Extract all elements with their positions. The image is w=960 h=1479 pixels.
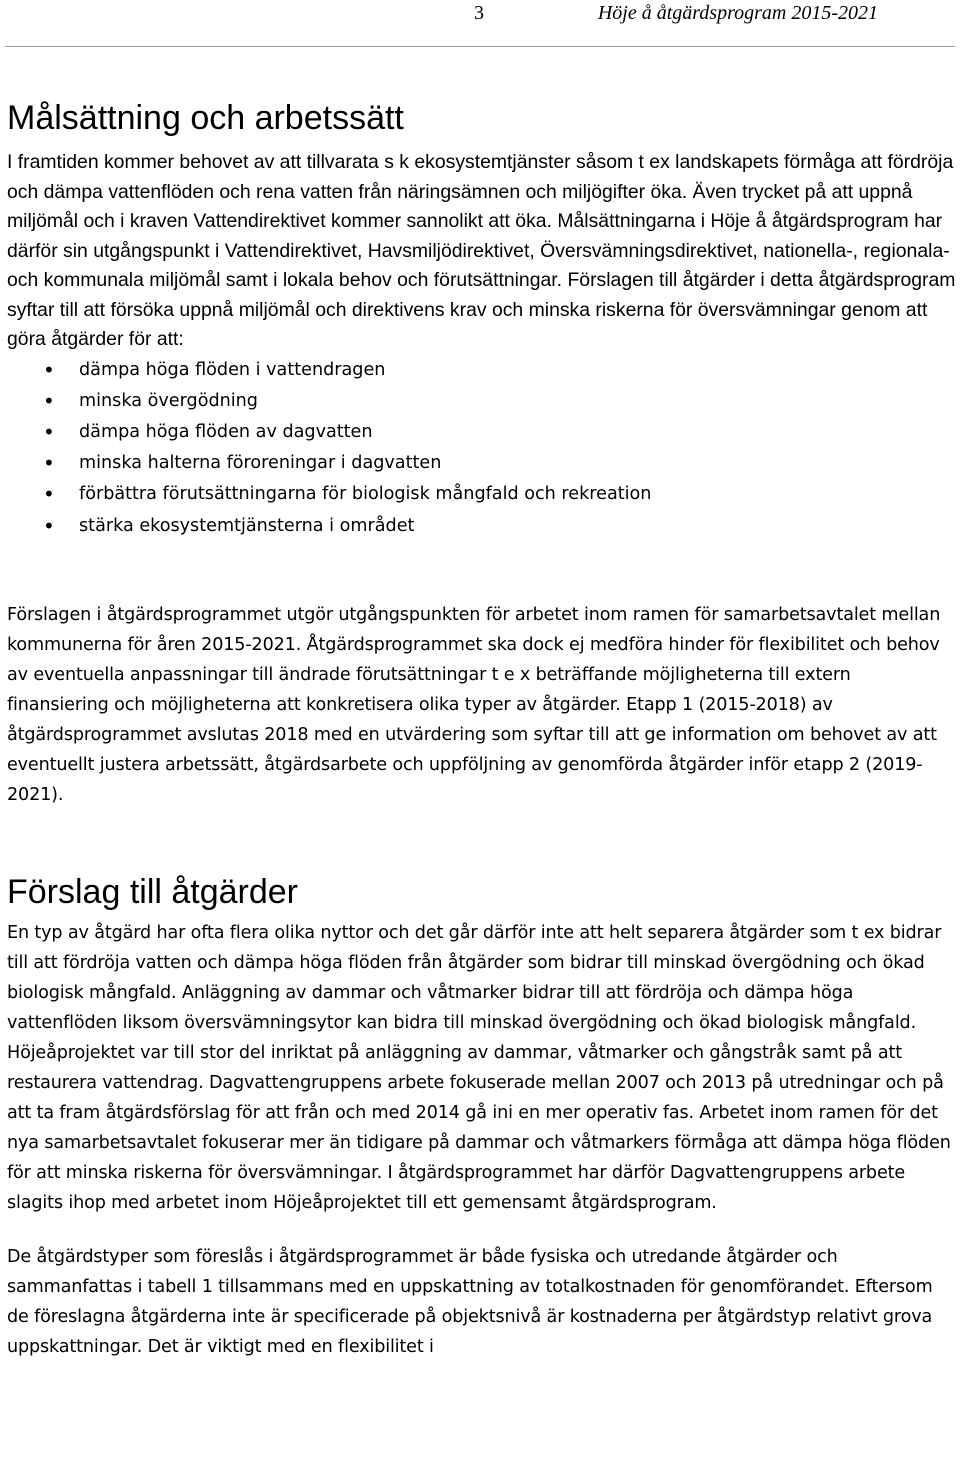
list-item: • dämpa höga flöden av dagvatten [7, 417, 957, 448]
page-number: 3 [474, 2, 484, 24]
section-title-forslag: Förslag till åtgärder [7, 872, 299, 911]
list-item: • minska övergödning [7, 386, 957, 417]
measure-types-paragraph: De åtgärdstyper som föreslås i åtgärdsprogrammet är både fysiska och utredande åtgärder och sammanfattas i tabell 1 tillsammans med en uppskattning av totalkostnaden för genomförandet. Eftersom de föreslagna åtgärderna inte är specificerade på objektsnivå är kostnaderna per åtgärdstyp relativt grova uppskattningar. Det är viktigt med en flexibilitet i [7, 1246, 933, 1357]
list-item: • dämpa höga flöden i vattendragen [7, 355, 957, 386]
list-item: • minska halterna föroreningar i dagvatten [7, 448, 957, 479]
page-header [0, 0, 960, 26]
measures-paragraph: En typ av åtgärd har ofta flera olika nyttor och det går därför inte att helt separera åtgärder som t ex bidrar till att fördröja vatten och dämpa höga flöden från åtgärder som bidrar till minskad övergödning och ökad biologisk mångfald. Anläggning av dammar och våtmarker bidrar till att fördröja och dämpa höga vattenflöden liksom översvämningsytor kan bidra till minskad övergödning och ökad biologisk mångfald. Höjeåprojektet var till stor del inriktat på anläggning av dammar, våtmarker och gångstråk samt på att restaurera vattendrag. Dagvattengruppens arbete fokuserade mellan 2007 och 2013 på utredningar och på att ta fram åtgärdsförslag för att från och med 2014 gå ini en mer operativ fas. Arbetet inom ramen för det nya samarbetsavtalet fokuserar mer än tidigare på dammar och våtmarkers förmåga att dämpa höga flöden för att minska riskerna för översvämningar. I åtgärdsprogrammet har därför Dagvattengruppens arbete slagits ihop med arbetet inom Höjeåprojektet till ett gemensamt åtgärdsprogram. [7, 922, 951, 1213]
program-paragraph: Förslagen i åtgärdsprogrammet utgör utgångspunkten för arbetet inom ramen för samarbetsavtalet mellan kommunerna för åren 2015-2021. Åtgärdsprogrammet ska dock ej medföra hinder för flexibilitet och behov av eventuella anpassningar till ändrade förutsättningar t e x beträffande möjligheterna till extern finansiering och möjligheterna att konkretisera olika typer av åtgärder. Etapp 1 (2015-2018) av åtgärdsprogrammet avslutas 2018 med en utvärdering som syftar till att ge information om behovet av att eventuellt justera arbetssätt, åtgärdsarbete och uppföljning av genomförda åtgärder inför etapp 2 (2019-2021). [7, 604, 941, 805]
list-item: • förbättra förutsättningarna för biologisk mångfald och rekreation [7, 479, 957, 510]
header-divider [5, 46, 955, 47]
section-title-malsattning: Målsättning och arbetssätt [7, 99, 404, 137]
intro-paragraph: I framtiden kommer behovet av att tillvarata s k ekosystemtjänster såsom t ex landskapets förmåga att fördröja och dämpa vattenflöden och rena vatten från näringsämnen och miljögifter öka. Även trycket på att uppnå miljömål och i kraven Vattendirektivet kommer sannolikt att öka. Målsättningarna i Höje å åtgärdsprogram har därför sin utgångspunkt i Vattendirektivet, Havsmiljödirektivet, Översvämningsdirektivet, nationella-, regionala- och kommunala miljömål samt i lokala behov och förutsättningar. Förslagen till åtgärder i detta åtgärdsprogram syftar till att försöka uppnå miljömål och direktivens krav och minska riskerna för översvämningar genom att göra åtgärder för att: [7, 151, 956, 350]
list-item: • stärka ekosystemtjänsterna i området [7, 511, 957, 542]
running-title: Höje å åtgärdsprogram 2015-2021 [597, 2, 878, 24]
page-content [7, 96, 957, 1362]
goal-list [7, 355, 957, 542]
